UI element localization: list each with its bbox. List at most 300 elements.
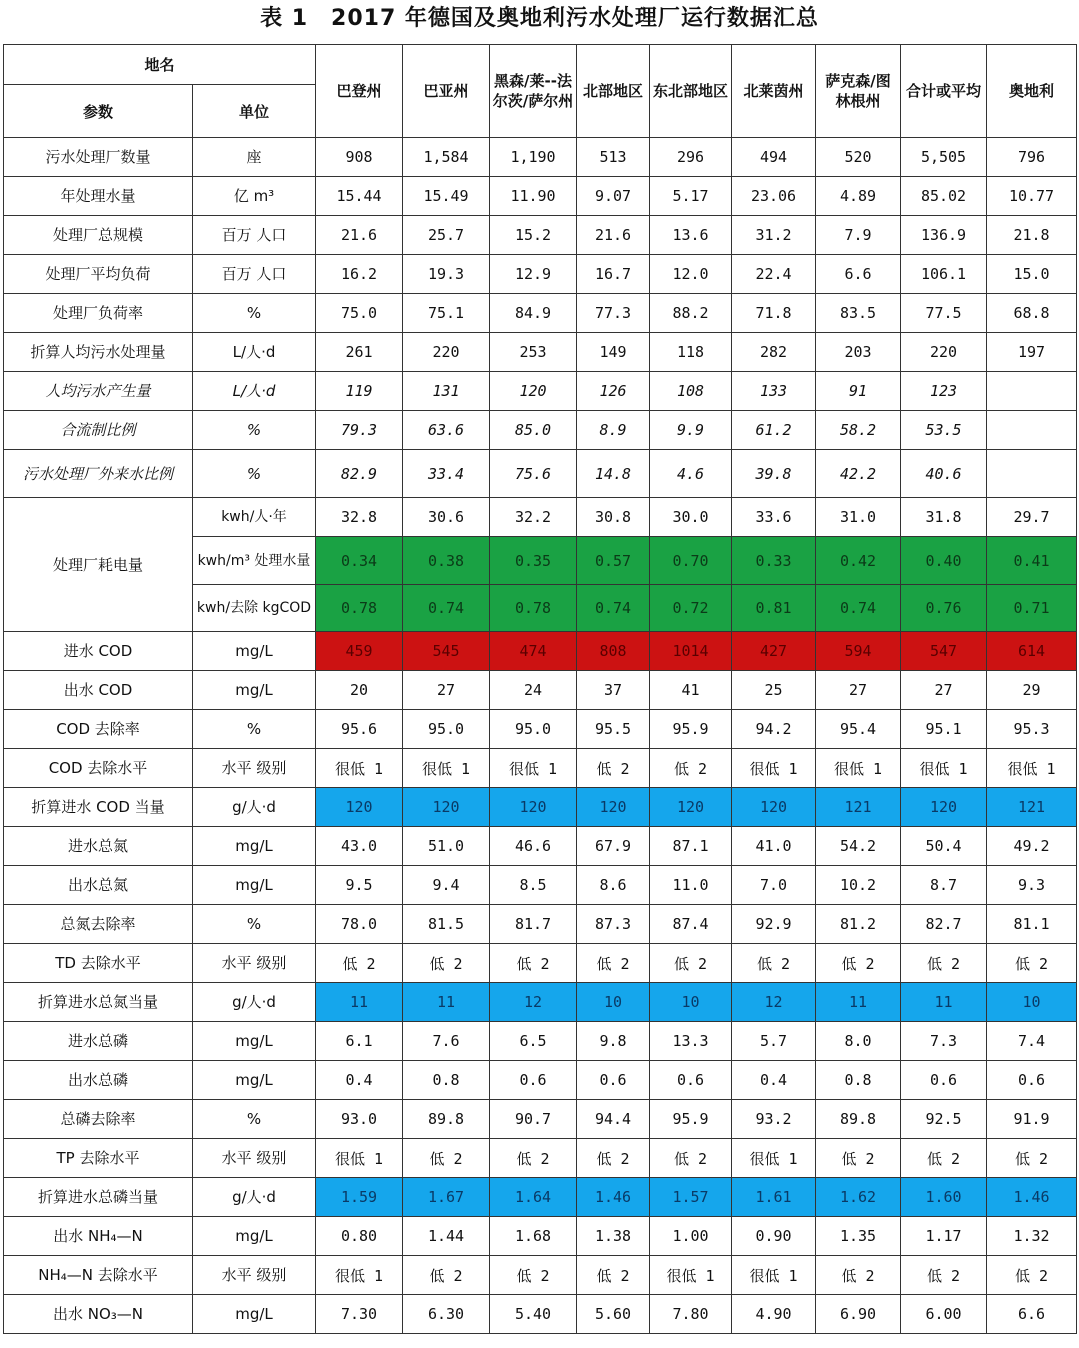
value-cell: 120: [490, 788, 577, 827]
table-row: [4, 1022, 1077, 1061]
value-cell: 58.2: [816, 411, 901, 450]
table-row: [4, 294, 1077, 333]
value-cell: 120: [490, 372, 577, 411]
value-cell: 197: [987, 333, 1077, 372]
value-cell: 0.57: [577, 537, 650, 585]
value-cell: 13.6: [650, 216, 732, 255]
value-cell: 9.9: [650, 411, 732, 450]
value-cell: 12: [490, 983, 577, 1022]
value-cell: 15.49: [403, 177, 490, 216]
value-cell: [987, 372, 1077, 411]
value-cell: 13.3: [650, 1022, 732, 1061]
table-row: [4, 944, 1077, 983]
value-cell: 21.6: [316, 216, 403, 255]
param-cell: TP 去除水平: [4, 1139, 193, 1178]
value-cell: 1.17: [901, 1217, 987, 1256]
unit-cell: mg/L: [193, 1217, 316, 1256]
param-cell: 出水总氮: [4, 866, 193, 905]
value-cell: 8.5: [490, 866, 577, 905]
table-row: [4, 1295, 1077, 1334]
value-cell: 低 2: [650, 944, 732, 983]
table-row: [4, 1217, 1077, 1256]
value-cell: 1.61: [732, 1178, 816, 1217]
value-cell: 4.6: [650, 450, 732, 498]
value-cell: 1.00: [650, 1217, 732, 1256]
value-cell: 119: [316, 372, 403, 411]
unit-cell: 水平 级别: [193, 1256, 316, 1295]
value-cell: 低 2: [816, 1256, 901, 1295]
value-cell: 95.1: [901, 710, 987, 749]
param-cell: 折算人均污水处理量: [4, 333, 193, 372]
value-cell: 30.8: [577, 498, 650, 537]
value-cell: 282: [732, 333, 816, 372]
value-cell: 15.44: [316, 177, 403, 216]
value-cell: 7.9: [816, 216, 901, 255]
value-cell: 94.4: [577, 1100, 650, 1139]
value-cell: 0.6: [490, 1061, 577, 1100]
param-cell: 出水 NH₄—N: [4, 1217, 193, 1256]
value-cell: 30.6: [403, 498, 490, 537]
unit-cell: L/人·d: [193, 333, 316, 372]
value-cell: 27: [403, 671, 490, 710]
value-cell: 低 2: [816, 944, 901, 983]
value-cell: 11.90: [490, 177, 577, 216]
unit-cell: mg/L: [193, 671, 316, 710]
value-cell: 49.2: [987, 827, 1077, 866]
value-cell: 7.80: [650, 1295, 732, 1334]
unit-cell: %: [193, 450, 316, 498]
unit-cell: g/人·d: [193, 1178, 316, 1217]
value-cell: 75.1: [403, 294, 490, 333]
value-cell: 6.00: [901, 1295, 987, 1334]
value-cell: 0.6: [987, 1061, 1077, 1100]
value-cell: 4.90: [732, 1295, 816, 1334]
value-cell: 71.8: [732, 294, 816, 333]
value-cell: 5.7: [732, 1022, 816, 1061]
value-cell: [987, 411, 1077, 450]
value-cell: 低 2: [650, 749, 732, 788]
value-cell: 7.30: [316, 1295, 403, 1334]
value-cell: 19.3: [403, 255, 490, 294]
param-cell: 人均污水产生量: [4, 372, 193, 411]
param-cell: 污水处理厂外来水比例: [4, 450, 193, 498]
value-cell: 43.0: [316, 827, 403, 866]
value-cell: 85.02: [901, 177, 987, 216]
value-cell: 92.9: [732, 905, 816, 944]
value-cell: 39.8: [732, 450, 816, 498]
param-cell: 污水处理厂数量: [4, 138, 193, 177]
value-cell: 11: [816, 983, 901, 1022]
value-cell: 低 2: [490, 1256, 577, 1295]
value-cell: 120: [403, 788, 490, 827]
value-cell: 203: [816, 333, 901, 372]
value-cell: 29: [987, 671, 1077, 710]
value-cell: 0.41: [987, 537, 1077, 585]
param-cell: 总氮去除率: [4, 905, 193, 944]
header-param: 参数: [4, 85, 193, 138]
value-cell: 8.0: [816, 1022, 901, 1061]
value-cell: 513: [577, 138, 650, 177]
param-cell: 折算进水总磷当量: [4, 1178, 193, 1217]
value-cell: 0.78: [316, 585, 403, 632]
value-cell: 0.40: [901, 537, 987, 585]
header-region: 东北部地区: [650, 45, 732, 138]
value-cell: 6.6: [987, 1295, 1077, 1334]
table-row: [4, 1256, 1077, 1295]
value-cell: 低 2: [650, 1139, 732, 1178]
value-cell: 77.5: [901, 294, 987, 333]
value-cell: 91.9: [987, 1100, 1077, 1139]
wastewater-data-table: [3, 44, 1077, 1334]
value-cell: 低 2: [577, 1256, 650, 1295]
value-cell: 40.6: [901, 450, 987, 498]
param-cell: 处理厂耗电量: [4, 498, 193, 632]
value-cell: 121: [816, 788, 901, 827]
value-cell: 123: [901, 372, 987, 411]
value-cell: 133: [732, 372, 816, 411]
value-cell: 12.9: [490, 255, 577, 294]
param-cell: 进水 COD: [4, 632, 193, 671]
unit-cell: mg/L: [193, 1061, 316, 1100]
table-row: [4, 372, 1077, 411]
unit-cell: 百万 人口: [193, 255, 316, 294]
value-cell: 很低 1: [650, 1256, 732, 1295]
header-region: 奥地利: [987, 45, 1077, 138]
value-cell: 92.5: [901, 1100, 987, 1139]
value-cell: 81.1: [987, 905, 1077, 944]
value-cell: 0.4: [732, 1061, 816, 1100]
value-cell: 81.2: [816, 905, 901, 944]
header-row-1: [4, 45, 1077, 85]
header-region: 巴亚州: [403, 45, 490, 138]
value-cell: 0.4: [316, 1061, 403, 1100]
value-cell: 0.74: [577, 585, 650, 632]
value-cell: 29.7: [987, 498, 1077, 537]
value-cell: 93.2: [732, 1100, 816, 1139]
value-cell: 459: [316, 632, 403, 671]
value-cell: 31.2: [732, 216, 816, 255]
value-cell: 11: [316, 983, 403, 1022]
value-cell: 0.72: [650, 585, 732, 632]
value-cell: 10: [577, 983, 650, 1022]
value-cell: 547: [901, 632, 987, 671]
value-cell: 0.42: [816, 537, 901, 585]
value-cell: 89.8: [403, 1100, 490, 1139]
value-cell: 81.5: [403, 905, 490, 944]
unit-cell: mg/L: [193, 632, 316, 671]
value-cell: 32.8: [316, 498, 403, 537]
value-cell: 0.33: [732, 537, 816, 585]
value-cell: 89.8: [816, 1100, 901, 1139]
value-cell: 15.2: [490, 216, 577, 255]
table-row: [4, 983, 1077, 1022]
value-cell: 95.9: [650, 710, 732, 749]
value-cell: 12.0: [650, 255, 732, 294]
value-cell: 41.0: [732, 827, 816, 866]
value-cell: 0.6: [901, 1061, 987, 1100]
value-cell: 136.9: [901, 216, 987, 255]
value-cell: 253: [490, 333, 577, 372]
value-cell: 120: [577, 788, 650, 827]
value-cell: 22.4: [732, 255, 816, 294]
param-cell: TD 去除水平: [4, 944, 193, 983]
value-cell: 42.2: [816, 450, 901, 498]
value-cell: 1.59: [316, 1178, 403, 1217]
value-cell: 31.0: [816, 498, 901, 537]
value-cell: 91: [816, 372, 901, 411]
value-cell: 低 2: [816, 1139, 901, 1178]
param-cell: 出水总磷: [4, 1061, 193, 1100]
header-region: 巴登州: [316, 45, 403, 138]
value-cell: 75.0: [316, 294, 403, 333]
value-cell: 1.68: [490, 1217, 577, 1256]
param-cell: NH₄—N 去除水平: [4, 1256, 193, 1295]
param-cell: 进水总氮: [4, 827, 193, 866]
value-cell: 95.4: [816, 710, 901, 749]
value-cell: 很低 1: [316, 1139, 403, 1178]
param-cell: 折算进水 COD 当量: [4, 788, 193, 827]
value-cell: [987, 450, 1077, 498]
value-cell: 很低 1: [901, 749, 987, 788]
table-row: [4, 1061, 1077, 1100]
value-cell: 23.06: [732, 177, 816, 216]
unit-cell: 水平 级别: [193, 749, 316, 788]
param-cell: 折算进水总氮当量: [4, 983, 193, 1022]
value-cell: 6.30: [403, 1295, 490, 1334]
value-cell: 低 2: [987, 1256, 1077, 1295]
value-cell: 95.9: [650, 1100, 732, 1139]
unit-cell: mg/L: [193, 827, 316, 866]
value-cell: 低 2: [490, 944, 577, 983]
unit-cell: %: [193, 294, 316, 333]
header-region: 北部地区: [577, 45, 650, 138]
value-cell: 11: [403, 983, 490, 1022]
value-cell: 594: [816, 632, 901, 671]
value-cell: 4.89: [816, 177, 901, 216]
value-cell: 61.2: [732, 411, 816, 450]
unit-cell: %: [193, 710, 316, 749]
param-cell: COD 去除率: [4, 710, 193, 749]
value-cell: 32.2: [490, 498, 577, 537]
value-cell: 5.60: [577, 1295, 650, 1334]
value-cell: 低 2: [901, 1139, 987, 1178]
value-cell: 0.6: [650, 1061, 732, 1100]
table-row: [4, 788, 1077, 827]
param-cell: 出水 NO₃—N: [4, 1295, 193, 1334]
value-cell: 79.3: [316, 411, 403, 450]
value-cell: 低 2: [403, 1139, 490, 1178]
value-cell: 6.5: [490, 1022, 577, 1061]
value-cell: 1.32: [987, 1217, 1077, 1256]
unit-cell: %: [193, 411, 316, 450]
unit-cell: L/人·d: [193, 372, 316, 411]
unit-cell: kwh/去除 kgCOD: [193, 585, 316, 632]
value-cell: 95.6: [316, 710, 403, 749]
value-cell: 261: [316, 333, 403, 372]
value-cell: 7.6: [403, 1022, 490, 1061]
value-cell: 1.62: [816, 1178, 901, 1217]
table-title: 表 1 2017 年德国及奥地利污水处理厂运行数据汇总: [260, 6, 819, 31]
value-cell: 33.4: [403, 450, 490, 498]
unit-cell: mg/L: [193, 866, 316, 905]
value-cell: 808: [577, 632, 650, 671]
param-cell: 处理厂负荷率: [4, 294, 193, 333]
param-cell: 处理厂平均负荷: [4, 255, 193, 294]
value-cell: 68.8: [987, 294, 1077, 333]
header-region: 合计或平均: [901, 45, 987, 138]
value-cell: 11.0: [650, 866, 732, 905]
value-cell: 46.6: [490, 827, 577, 866]
table-row: [4, 177, 1077, 216]
value-cell: 77.3: [577, 294, 650, 333]
value-cell: 很低 1: [316, 1256, 403, 1295]
value-cell: 41: [650, 671, 732, 710]
value-cell: 很低 1: [316, 749, 403, 788]
value-cell: 0.38: [403, 537, 490, 585]
value-cell: 低 2: [403, 1256, 490, 1295]
value-cell: 1.46: [577, 1178, 650, 1217]
header-place: 地名: [4, 45, 316, 85]
param-cell: 合流制比例: [4, 411, 193, 450]
unit-cell: g/人·d: [193, 788, 316, 827]
table-row: [4, 216, 1077, 255]
value-cell: 126: [577, 372, 650, 411]
table-row: [4, 333, 1077, 372]
value-cell: 520: [816, 138, 901, 177]
value-cell: 20: [316, 671, 403, 710]
value-cell: 95.0: [490, 710, 577, 749]
value-cell: 50.4: [901, 827, 987, 866]
value-cell: 8.7: [901, 866, 987, 905]
header-region: 黑森/莱--法尔茨/萨尔州: [490, 45, 577, 138]
value-cell: 27: [816, 671, 901, 710]
value-cell: 94.2: [732, 710, 816, 749]
value-cell: 9.5: [316, 866, 403, 905]
value-cell: 106.1: [901, 255, 987, 294]
value-cell: 87.4: [650, 905, 732, 944]
table-row: [4, 138, 1077, 177]
value-cell: 10.2: [816, 866, 901, 905]
param-cell: 年处理水量: [4, 177, 193, 216]
value-cell: 33.6: [732, 498, 816, 537]
param-cell: 出水 COD: [4, 671, 193, 710]
value-cell: 5.40: [490, 1295, 577, 1334]
value-cell: 7.3: [901, 1022, 987, 1061]
value-cell: 0.6: [577, 1061, 650, 1100]
value-cell: 10.77: [987, 177, 1077, 216]
value-cell: 7.4: [987, 1022, 1077, 1061]
value-cell: 1,190: [490, 138, 577, 177]
value-cell: 1.67: [403, 1178, 490, 1217]
value-cell: 75.6: [490, 450, 577, 498]
value-cell: 427: [732, 632, 816, 671]
value-cell: 12: [732, 983, 816, 1022]
param-cell: 总磷去除率: [4, 1100, 193, 1139]
value-cell: 低 2: [577, 944, 650, 983]
value-cell: 低 2: [577, 749, 650, 788]
header-region: 北莱茵州: [732, 45, 816, 138]
table-row: [4, 827, 1077, 866]
value-cell: 131: [403, 372, 490, 411]
value-cell: 1.44: [403, 1217, 490, 1256]
value-cell: 7.0: [732, 866, 816, 905]
value-cell: 87.3: [577, 905, 650, 944]
value-cell: 0.71: [987, 585, 1077, 632]
param-cell: 处理厂总规模: [4, 216, 193, 255]
value-cell: 8.9: [577, 411, 650, 450]
unit-cell: 水平 级别: [193, 944, 316, 983]
value-cell: 6.6: [816, 255, 901, 294]
value-cell: 10: [987, 983, 1077, 1022]
value-cell: 120: [901, 788, 987, 827]
value-cell: 51.0: [403, 827, 490, 866]
value-cell: 85.0: [490, 411, 577, 450]
value-cell: 0.74: [403, 585, 490, 632]
value-cell: 67.9: [577, 827, 650, 866]
value-cell: 16.7: [577, 255, 650, 294]
table-row: [4, 866, 1077, 905]
value-cell: 6.1: [316, 1022, 403, 1061]
table-row: [4, 498, 1077, 537]
value-cell: 很低 1: [490, 749, 577, 788]
value-cell: 37: [577, 671, 650, 710]
value-cell: 1.60: [901, 1178, 987, 1217]
value-cell: 6.90: [816, 1295, 901, 1334]
value-cell: 0.76: [901, 585, 987, 632]
value-cell: 149: [577, 333, 650, 372]
value-cell: 9.07: [577, 177, 650, 216]
value-cell: 87.1: [650, 827, 732, 866]
value-cell: 15.0: [987, 255, 1077, 294]
value-cell: 1.64: [490, 1178, 577, 1217]
value-cell: 25: [732, 671, 816, 710]
unit-cell: 亿 m³: [193, 177, 316, 216]
value-cell: 1.57: [650, 1178, 732, 1217]
value-cell: 120: [316, 788, 403, 827]
unit-cell: kwh/m³ 处理水量: [193, 537, 316, 585]
value-cell: 9.8: [577, 1022, 650, 1061]
value-cell: 低 2: [901, 944, 987, 983]
table-row: [4, 450, 1077, 498]
value-cell: 121: [987, 788, 1077, 827]
table-row: [4, 632, 1077, 671]
value-cell: 88.2: [650, 294, 732, 333]
value-cell: 0.90: [732, 1217, 816, 1256]
value-cell: 0.8: [403, 1061, 490, 1100]
table-row: [4, 1139, 1077, 1178]
header-region: 萨克森/图林根州: [816, 45, 901, 138]
value-cell: 0.80: [316, 1217, 403, 1256]
value-cell: 63.6: [403, 411, 490, 450]
value-cell: 84.9: [490, 294, 577, 333]
value-cell: 低 2: [490, 1139, 577, 1178]
value-cell: 220: [901, 333, 987, 372]
table-row: [4, 1100, 1077, 1139]
value-cell: 低 2: [732, 944, 816, 983]
value-cell: 78.0: [316, 905, 403, 944]
value-cell: 低 2: [901, 1256, 987, 1295]
table-row: [4, 710, 1077, 749]
value-cell: 16.2: [316, 255, 403, 294]
header-unit: 单位: [193, 85, 316, 138]
unit-cell: 水平 级别: [193, 1139, 316, 1178]
value-cell: 474: [490, 632, 577, 671]
table-row: [4, 905, 1077, 944]
value-cell: 296: [650, 138, 732, 177]
value-cell: 31.8: [901, 498, 987, 537]
value-cell: 220: [403, 333, 490, 372]
value-cell: 95.3: [987, 710, 1077, 749]
